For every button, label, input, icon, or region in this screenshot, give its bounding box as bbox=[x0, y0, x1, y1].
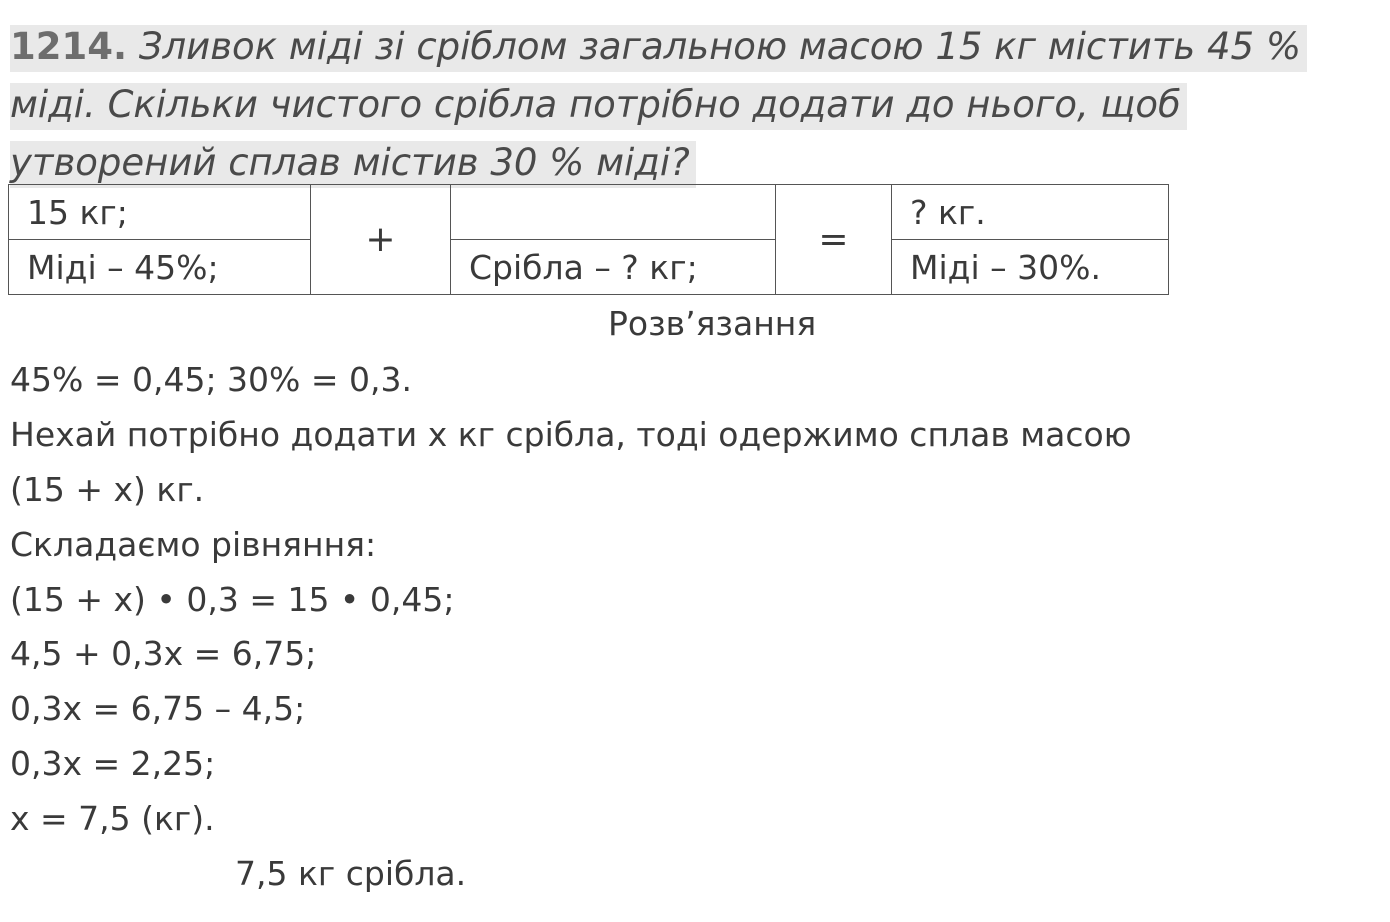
solution-line-2: Нехай потрібно додати x кг срібла, тоді одержимо сплав масою bbox=[10, 415, 1132, 454]
alloy-mass-cell: 15 кг; bbox=[9, 185, 311, 240]
equation-line-4: 0,3x = 2,25; bbox=[10, 744, 216, 783]
equation-line-3: 0,3x = 6,75 – 4,5; bbox=[10, 689, 306, 728]
problem-line-3: утворений сплав містив 30 % міді? bbox=[10, 141, 696, 188]
silver-top-cell bbox=[451, 185, 776, 240]
problem-number: 1214. bbox=[10, 25, 128, 68]
plus-sign: + bbox=[311, 185, 451, 295]
equals-sign: = bbox=[776, 185, 892, 295]
equation-line-2: 4,5 + 0,3x = 6,75; bbox=[10, 634, 317, 673]
solution-heading: Розв’язання bbox=[608, 304, 817, 343]
problem-line-1 bbox=[10, 25, 1307, 72]
problem-line-2: міді. Скільки чистого срібла потрібно додати до нього, щоб bbox=[10, 83, 1187, 130]
solution-line-4: Складаємо рівняння: bbox=[10, 525, 377, 564]
equation-line-5: x = 7,5 (кг). bbox=[10, 799, 215, 838]
result-copper-cell: Міді – 30%. bbox=[892, 240, 1169, 295]
problem-text-1: Зливок міді зі сріблом загальною масою 15 кг містить 45 % bbox=[138, 25, 1301, 68]
equation-line-1: (15 + x) • 0,3 = 15 • 0,45; bbox=[10, 580, 455, 619]
result-mass-cell: ? кг. bbox=[892, 185, 1169, 240]
condition-table bbox=[8, 184, 1169, 295]
silver-label-cell: Срібла – ? кг; bbox=[451, 240, 776, 295]
problem-statement bbox=[10, 18, 1370, 192]
alloy-copper-cell: Міді – 45%; bbox=[9, 240, 311, 295]
solution-line-1: 45% = 0,45; 30% = 0,3. bbox=[10, 360, 413, 399]
answer-line: 7,5 кг срібла. bbox=[235, 854, 467, 893]
solution-line-3: (15 + x) кг. bbox=[10, 470, 205, 509]
